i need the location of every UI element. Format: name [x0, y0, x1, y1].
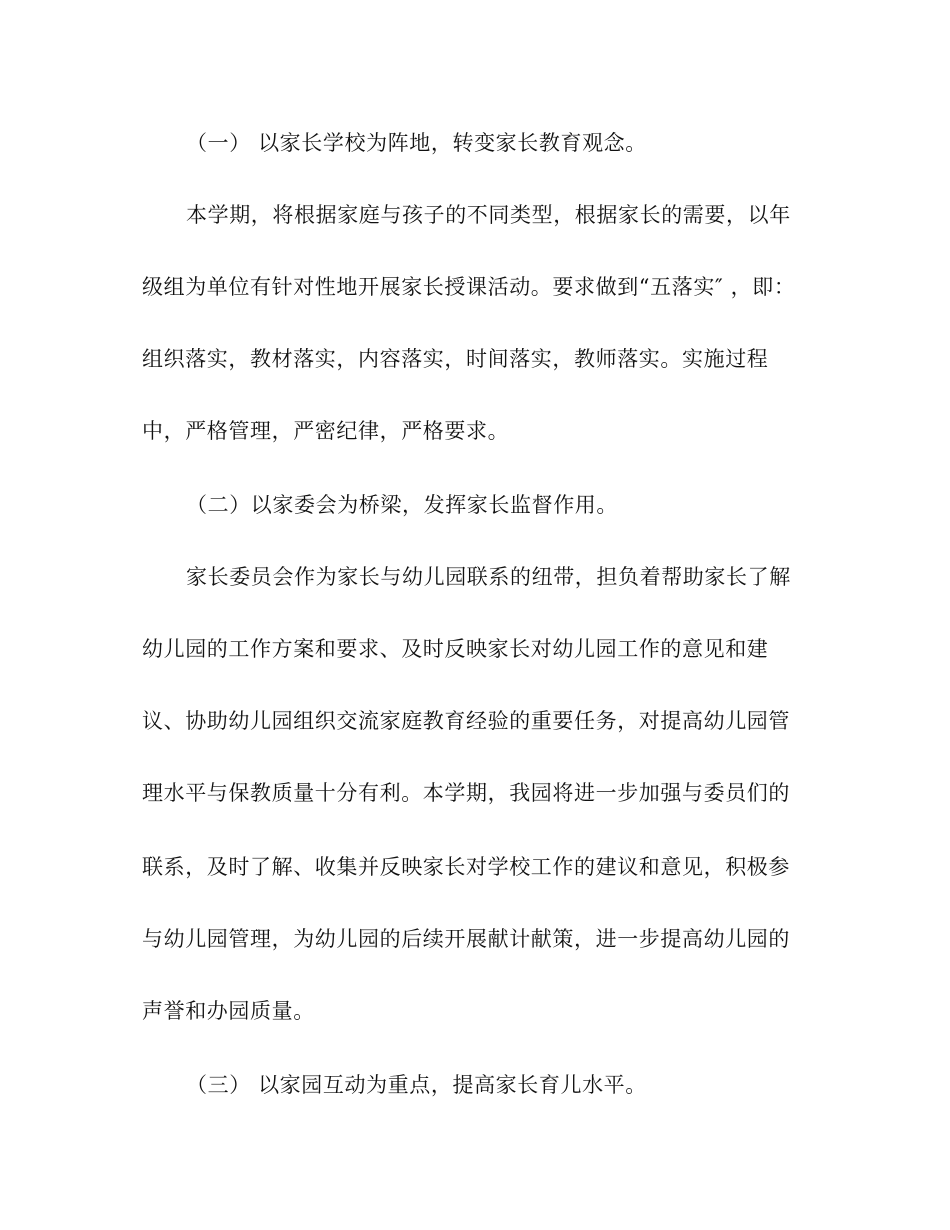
section-heading-2: （二）以家委会为桥梁，发挥家长监督作用。 — [186, 493, 618, 517]
section-heading-3: （三） 以家园互动为重点，提高家长育儿水平。 — [186, 1073, 647, 1097]
paragraph-line: 议、协助幼儿园组织交流家庭教育经验的重要任务，对提高幼儿园管 — [142, 709, 790, 733]
paragraph-line: 幼儿园的工作方案和要求、及时反映家长对幼儿园工作的意见和建 — [142, 637, 769, 661]
paragraph-line: 与幼儿园管理，为幼儿园的后续开展献计献策，进一步提高幼儿园的 — [142, 927, 790, 951]
paragraph-line: 本学期，将根据家庭与孩子的不同类型，根据家长的需要，以年 — [186, 203, 791, 227]
paragraph-line: 理水平与保教质量十分有利。本学期，我园将进一步加强与委员们的 — [142, 781, 790, 805]
paragraph-line: 级组为单位有针对性地开展家长授课活动。要求做到“五落实″ ，即： — [142, 275, 796, 299]
paragraph-line: 声誉和办园质量。 — [142, 999, 315, 1023]
paragraph-line: 组织落实，教材落实，内容落实，时间落实，教师落实。实施过程 — [142, 347, 769, 371]
paragraph-line: 联系，及时了解、收集并反映家长对学校工作的建议和意见，积极参 — [142, 855, 790, 879]
section-heading-1: （一） 以家长学校为阵地，转变家长教育观念。 — [186, 131, 647, 155]
paragraph-line: 中，严格管理，严密纪律，严格要求。 — [142, 419, 510, 443]
paragraph-line: 家长委员会作为家长与幼儿园联系的纽带，担负着帮助家长了解 — [186, 565, 791, 589]
